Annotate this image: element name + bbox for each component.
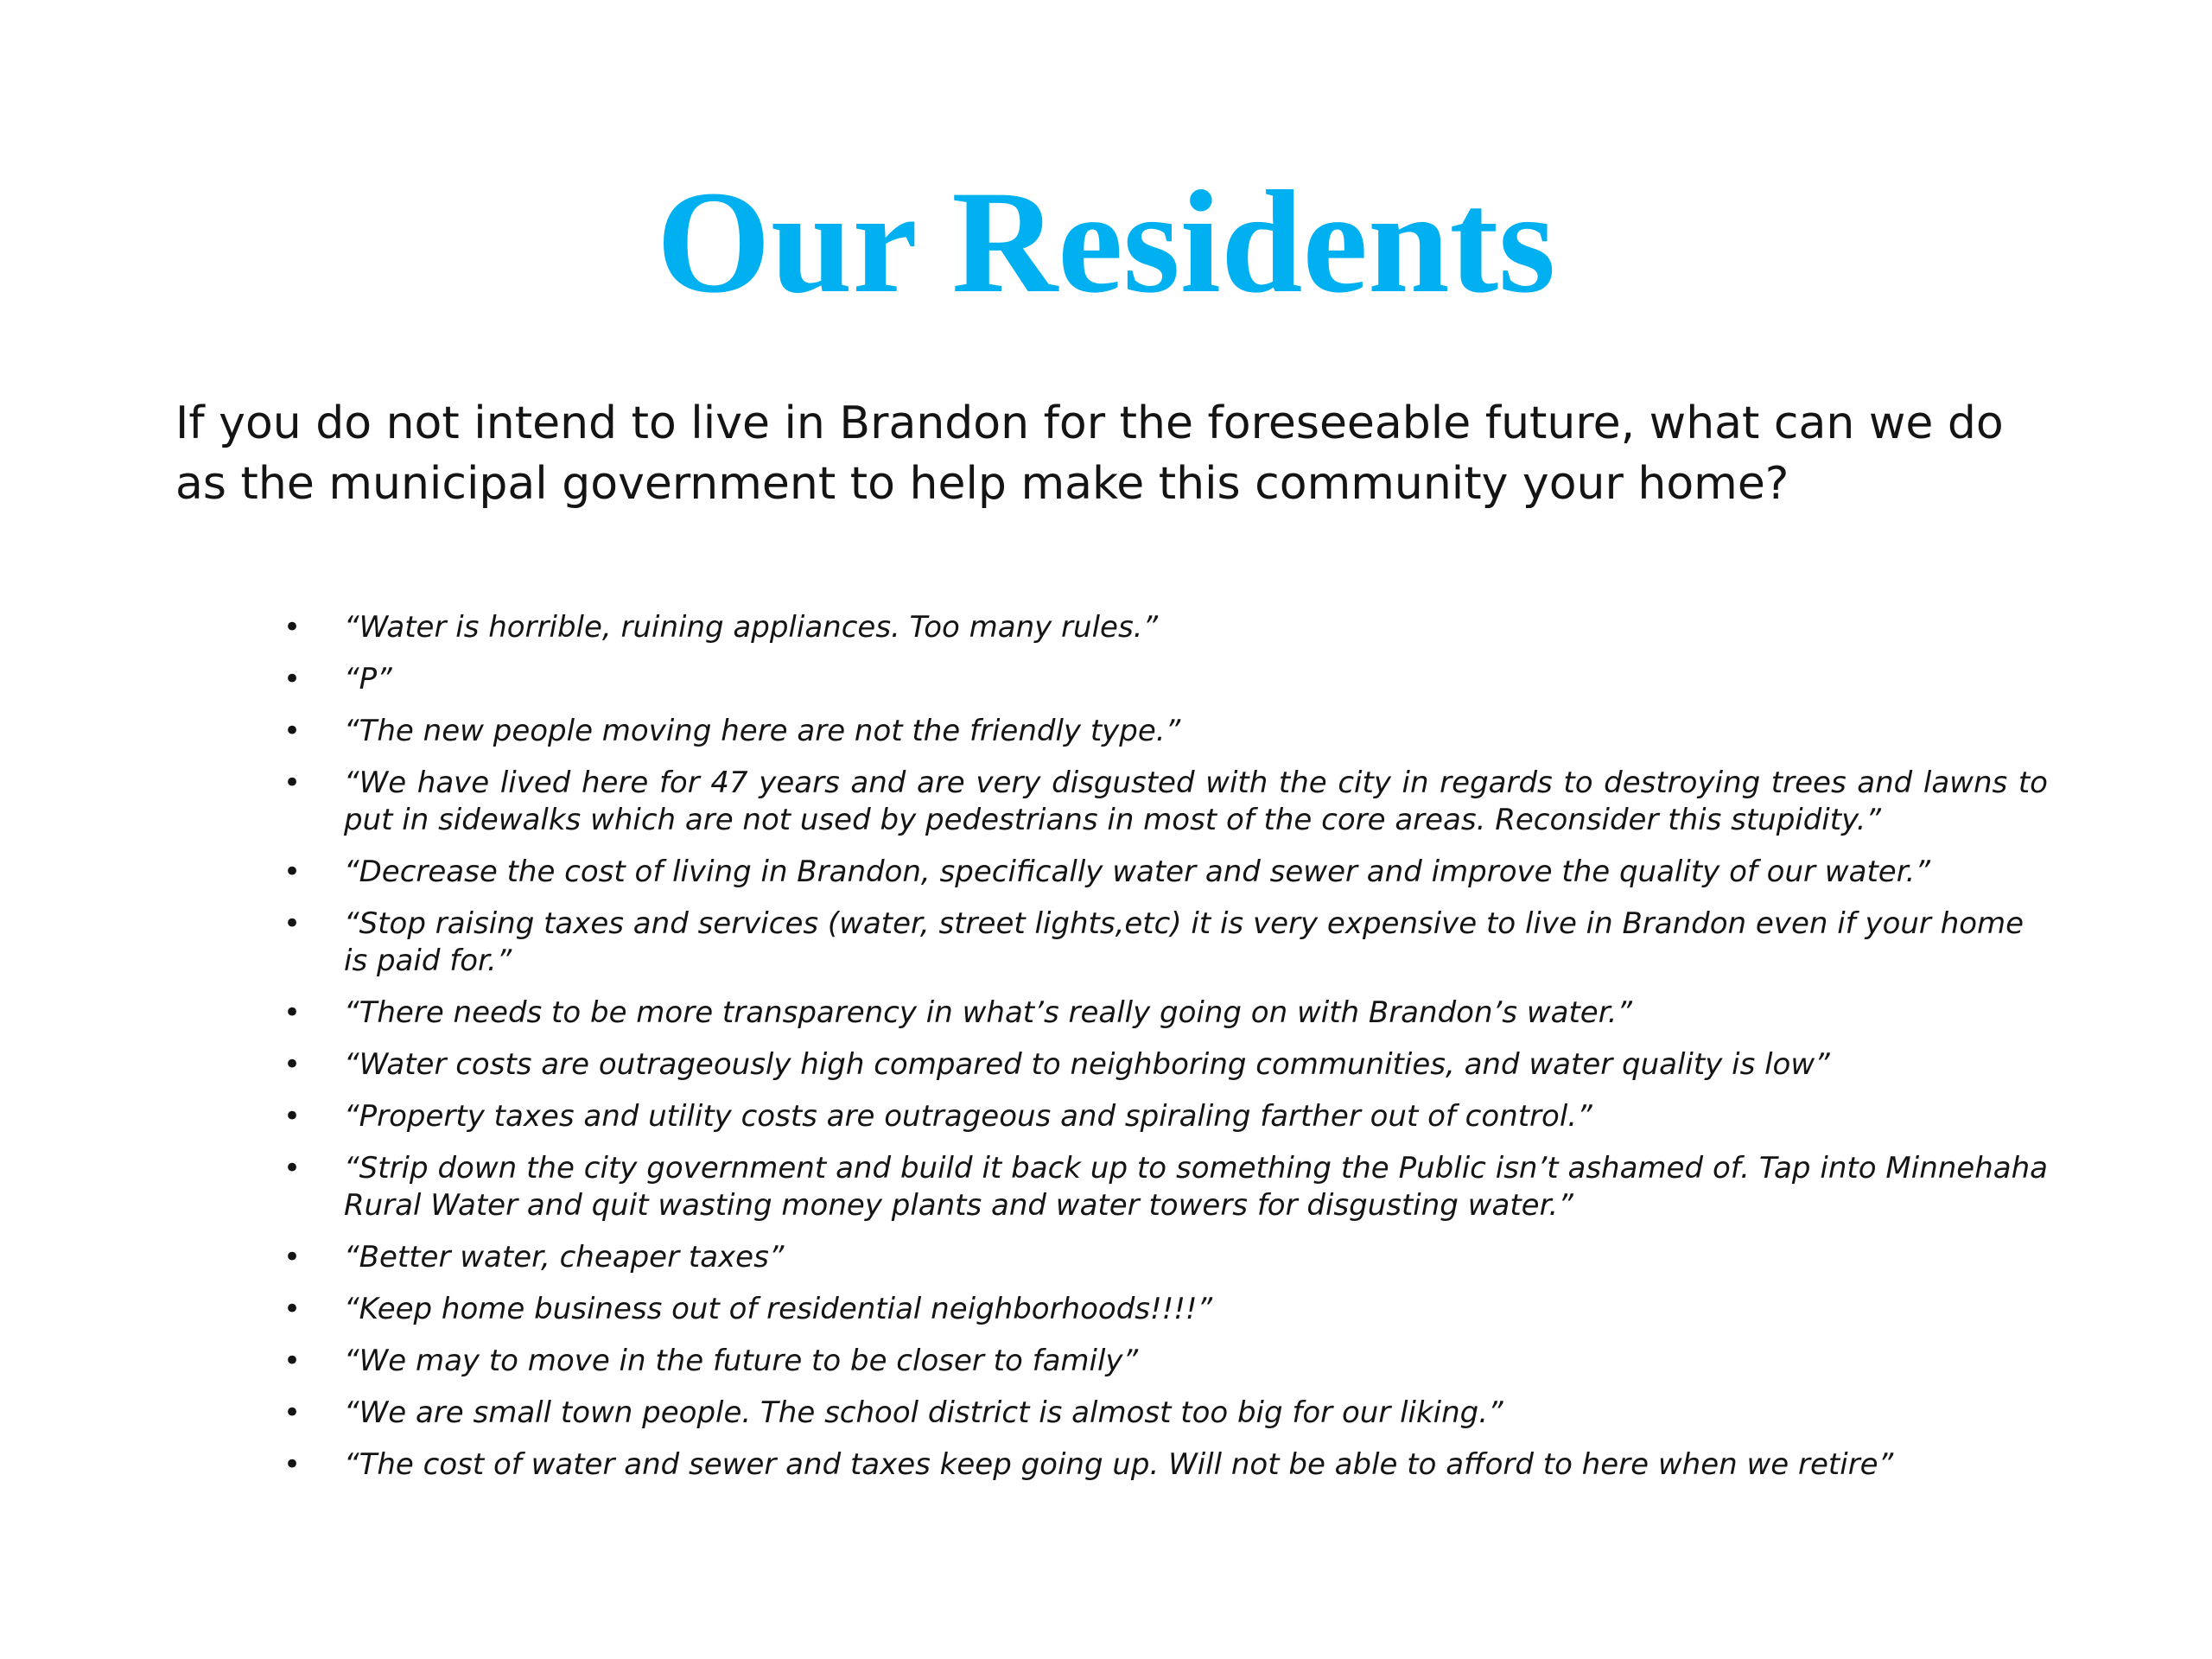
bullet-icon: • [283,1047,302,1082]
bullet-icon: • [283,995,302,1030]
response-text: “Better water, cheaper taxes” [344,1240,785,1274]
response-list [283,609,2048,1498]
response-text: “Decrease the cost of living in Brandon, specifically water and sewer and improve the quality of our water.” [344,855,1930,889]
list-item [283,906,2048,980]
response-text: “Strip down the city government and build it back up to something the Public isn’t ashamed of. Tap into Minnehaha Rural Water and quit wasting money plants and water towers for disgusting water.” [344,1151,2048,1223]
bullet-icon: • [283,610,302,645]
bullet-icon: • [283,714,302,748]
bullet-icon: • [283,1099,302,1134]
list-item [283,1395,2048,1432]
list-item [283,713,2048,750]
bullet-icon: • [283,1292,302,1326]
list-item [283,1046,2048,1084]
response-text: “We are small town people. The school district is almost too big for our liking.” [344,1395,1503,1430]
list-item [283,1291,2048,1328]
response-text: “There needs to be more transparency in what’s really going on with Brandon’s water.” [344,995,1633,1030]
response-text: “The new people moving here are not the friendly type.” [344,714,1181,748]
list-item [283,854,2048,891]
bullet-icon: • [283,855,302,889]
response-text: “Keep home business out of residential neighborhoods!!!!” [344,1292,1213,1326]
response-text: “Water costs are outrageously high compared to neighboring communities, and water quality is low” [344,1047,1830,1082]
list-item [283,995,2048,1032]
response-text: “Property taxes and utility costs are outrageous and spiraling farther out of control.” [344,1099,1592,1134]
response-text: “Water is horrible, ruining appliances. Too many rules.” [344,610,1159,645]
response-text: “Stop raising taxes and services (water, street lights,etc) it is very expensive to live in Brandon even if your home is paid for.” [344,906,2024,978]
bullet-icon: • [283,662,302,696]
bullet-icon: • [283,1240,302,1274]
bullet-icon: • [283,906,302,941]
bullet-icon: • [283,1395,302,1430]
response-text: “The cost of water and sewer and taxes keep going up. Will not be able to afford to here when we retire” [344,1447,1894,1482]
bullet-icon: • [283,1151,302,1185]
response-text: “We have lived here for 47 years and are very disgusted with the city in regards to destroying trees and lawns to put in sidewalks which are not used by pedestrians in most of the core areas. Reconsider this stupidity.” [344,766,2048,837]
list-item [283,765,2048,839]
list-item [283,1446,2048,1484]
list-item [283,1150,2048,1224]
bullet-icon: • [283,1447,302,1482]
list-item [283,1098,2048,1135]
bullet-icon: • [283,766,302,800]
survey-question: If you do not intend to live in Brandon for the foreseeable future, what can we do as the municipal government to help make this community your home? [175,397,2004,510]
list-item [283,661,2048,698]
slide-title: Our Residents [656,161,1556,323]
response-text: “We may to move in the future to be closer to family” [344,1344,1139,1378]
list-item [283,1239,2048,1276]
list-item [283,1343,2048,1380]
bullet-icon: • [283,1344,302,1378]
response-text: “P” [344,662,392,696]
list-item [283,609,2048,646]
